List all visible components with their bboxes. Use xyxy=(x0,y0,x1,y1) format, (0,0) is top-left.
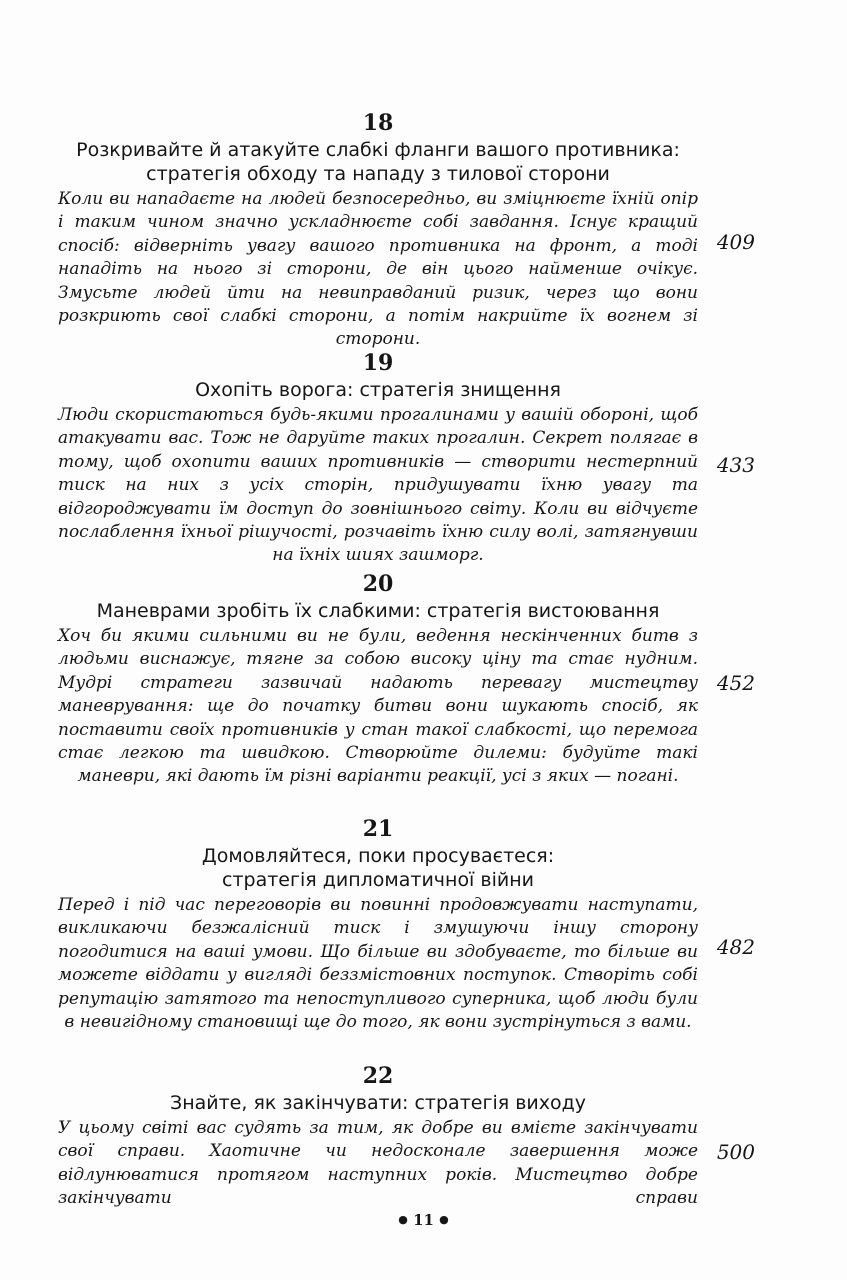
chapter-title-line: Охопіть ворога: стратегія знищення xyxy=(195,379,561,401)
chapter-title-line: Домовляйтеся, поки просуваєтеся: xyxy=(201,845,555,867)
chapter-title xyxy=(58,378,698,402)
chapter-title-line: Знайте, як закінчувати: стратегія виходу xyxy=(170,1092,586,1114)
page-number-18[interactable]: 409 xyxy=(716,230,755,254)
chapter-number: 18 xyxy=(362,110,394,136)
chapter-title xyxy=(58,138,698,186)
page-number-22[interactable]: 500 xyxy=(716,1140,755,1164)
toc-entry-20 xyxy=(58,571,698,789)
bullet-icon: ● xyxy=(398,1213,408,1226)
page-number-21[interactable]: 482 xyxy=(716,935,755,959)
toc-entry-19 xyxy=(58,350,698,568)
bullet-icon: ● xyxy=(439,1213,449,1226)
chapter-number: 22 xyxy=(362,1063,394,1089)
page-footer xyxy=(0,1210,847,1230)
chapter-number: 20 xyxy=(362,571,394,597)
chapter-title-line: Розкривайте й атакуйте слабкі фланги вашого противника: xyxy=(76,139,680,161)
toc-entry-18 xyxy=(58,110,698,352)
footer-page-number: 11 xyxy=(413,1211,434,1229)
chapter-title xyxy=(58,844,698,892)
chapter-number: 21 xyxy=(362,816,394,842)
page-number-19[interactable]: 433 xyxy=(716,453,755,477)
chapter-description: Коли ви нападаєте на людей безпосередньо, ви зміцнюєте їхній опір і таким чином значно ускладнюєте собі завдання. Існує кращий спосіб: відверніть увагу вашого противника на фронт, а тоді нападіть на нього зі сторони, де він цього найменше очікує. Змусьте людей йти на невиправданий ризик, через що вони розкриють свої слабкі сторони, а потім накрийте їх вогнем зі сторони. xyxy=(58,189,698,350)
chapter-description: Люди скористаються будь-якими прогалинами у вашій обороні, щоб атакувати вас. Тож не даруйте таких прогалин. Секрет полягає в тому, щоб охопити ваших противників — створити нестерпний тиск на них з усіх сторін, придушувати їхню увагу та відгороджувати їм доступ до зовнішнього світу. Коли ви відчуєте послаблення їхньої рішучості, розчавіть їхню силу волі, затягнувши на їхніх шиях зашморг. xyxy=(58,405,698,566)
chapter-title xyxy=(58,1091,698,1115)
chapter-description: Перед і під час переговорів ви повинні продовжувати наступати, викликаючи безжалісний тиск і змушуючи іншу сторону погодитися на ваші умови. Що більше ви здобуваєте, то більше ви можете віддати у вигляді беззмістовних поступок. Створіть собі репутацію затятого та непоступливого суперника, щоб люди були в невигідному становищі ще до того, як вони зустрінуться з вами. xyxy=(58,895,698,1033)
chapter-title-line: Маневрами зробіть їх слабкими: стратегія вистоювання xyxy=(96,600,660,622)
chapter-number: 19 xyxy=(362,350,394,376)
toc-entry-22 xyxy=(58,1063,698,1211)
page-number-20[interactable]: 452 xyxy=(716,671,755,695)
chapter-title-line: стратегія обходу та нападу з тилової сторони xyxy=(146,163,610,185)
toc-entry-21 xyxy=(58,816,698,1034)
chapter-description: У цьому світі вас судять за тим, як добре ви вмієте закінчувати свої справи. Хаотичне чи недосконале завершення може відлунюватися протягом наступних років. Мистецтво добре закінчувати справи xyxy=(58,1118,698,1209)
chapter-title xyxy=(58,599,698,623)
chapter-description: Хоч би якими сильними ви не були, ведення нескінченних битв з людьми виснажує, тягне за собою високу ціну та стає нудним. Мудрі стратеги зазвичай надають перевагу мистецтву маневрування: ще до початку битви вони шукають спосіб, як поставити своїх противників у стан такої слабкості, що перемога стає легкою та швидкою. Створюйте дилеми: будуйте такі маневри, які дають їм різні варіанти реакції, усі з яких — погані. xyxy=(58,626,698,787)
chapter-title-line: стратегія дипломатичної війни xyxy=(222,869,534,891)
